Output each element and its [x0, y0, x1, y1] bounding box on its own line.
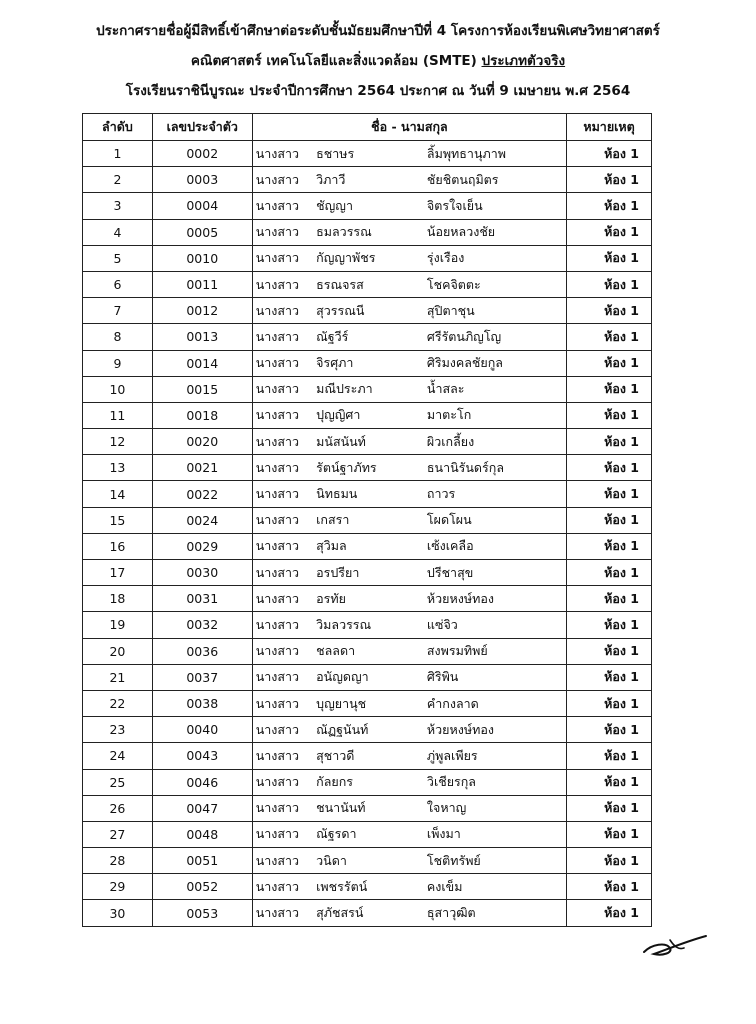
table-row [83, 455, 652, 481]
name-prefix: นางสาว [252, 769, 312, 795]
last-name: ศรีรัตนภิญโญ [423, 324, 567, 350]
student-id: 0024 [152, 507, 252, 533]
room-remark: ห้อง 1 [567, 167, 652, 193]
table-row [83, 350, 652, 376]
name-prefix: นางสาว [252, 612, 312, 638]
name-prefix: นางสาว [252, 429, 312, 455]
room-remark: ห้อง 1 [567, 298, 652, 324]
student-id: 0021 [152, 455, 252, 481]
first-name: ธรณจรส [312, 271, 423, 297]
column-header-no: ลำดับ [83, 114, 153, 141]
table-row [83, 507, 652, 533]
name-prefix: นางสาว [252, 874, 312, 900]
table-header-row [83, 114, 652, 141]
header-line-2 [0, 46, 756, 76]
table-row [83, 664, 652, 690]
student-id: 0012 [152, 298, 252, 324]
student-id: 0032 [152, 612, 252, 638]
room-remark: ห้อง 1 [567, 900, 652, 926]
table-row [83, 900, 652, 926]
student-id: 0014 [152, 350, 252, 376]
first-name: เกสรา [312, 507, 423, 533]
name-prefix: นางสาว [252, 141, 312, 167]
last-name: มาตะโก [423, 402, 567, 428]
last-name: ศิริพิน [423, 664, 567, 690]
row-number: 28 [83, 848, 153, 874]
table-body [83, 141, 652, 927]
table-row [83, 848, 652, 874]
first-name: นิทธมน [312, 481, 423, 507]
student-roster-table [82, 113, 652, 927]
name-prefix: นางสาว [252, 298, 312, 324]
table-row [83, 717, 652, 743]
name-prefix: นางสาว [252, 193, 312, 219]
student-id: 0048 [152, 821, 252, 847]
first-name: ชัญญา [312, 193, 423, 219]
student-id: 0013 [152, 324, 252, 350]
room-remark: ห้อง 1 [567, 245, 652, 271]
table-row [83, 376, 652, 402]
table-row [83, 638, 652, 664]
last-name: ธนานิรันดร์กุล [423, 455, 567, 481]
row-number: 2 [83, 167, 153, 193]
table-row [83, 141, 652, 167]
student-id: 0053 [152, 900, 252, 926]
header-line-2-text: คณิตศาสตร์ เทคโนโลยีและสิ่งแวดล้อม (SMTE) [190, 53, 482, 69]
first-name: สุชาวดี [312, 743, 423, 769]
name-prefix: นางสาว [252, 324, 312, 350]
row-number: 14 [83, 481, 153, 507]
last-name: จิตรใจเย็น [423, 193, 567, 219]
name-prefix: นางสาว [252, 167, 312, 193]
signature-mark [640, 924, 710, 964]
last-name: ปรีชาสุข [423, 560, 567, 586]
name-prefix: นางสาว [252, 533, 312, 559]
first-name: มนัสนันท์ [312, 429, 423, 455]
first-name: จิรศุภา [312, 350, 423, 376]
table-row [83, 874, 652, 900]
student-id: 0046 [152, 769, 252, 795]
last-name: ใจหาญ [423, 795, 567, 821]
room-remark: ห้อง 1 [567, 638, 652, 664]
room-remark: ห้อง 1 [567, 612, 652, 638]
student-id: 0004 [152, 193, 252, 219]
last-name: คงเข็ม [423, 874, 567, 900]
row-number: 23 [83, 717, 153, 743]
room-remark: ห้อง 1 [567, 743, 652, 769]
table-row [83, 219, 652, 245]
last-name: โชคจิตตะ [423, 271, 567, 297]
student-id: 0036 [152, 638, 252, 664]
first-name: อนัญดญา [312, 664, 423, 690]
first-name: อรทัย [312, 586, 423, 612]
column-header-id: เลขประจำตัว [152, 114, 252, 141]
room-remark: ห้อง 1 [567, 271, 652, 297]
row-number: 1 [83, 141, 153, 167]
last-name: ภู่พูลเพียร [423, 743, 567, 769]
name-prefix: นางสาว [252, 350, 312, 376]
first-name: ณัฐวีร์ [312, 324, 423, 350]
header-line-1: ประกาศรายชื่อผู้มีสิทธิ์เข้าศึกษาต่อระดับชั้นมัธยมศึกษาปีที่ 4 โครงการห้องเรียนพิเศษวิทยาศาสตร์ [96, 23, 660, 39]
first-name: กัลยกร [312, 769, 423, 795]
table-row [83, 429, 652, 455]
first-name: ธชาษร [312, 141, 423, 167]
last-name: เซ้งเคลือ [423, 533, 567, 559]
table-row [83, 402, 652, 428]
name-prefix: นางสาว [252, 245, 312, 271]
room-remark: ห้อง 1 [567, 821, 652, 847]
room-remark: ห้อง 1 [567, 324, 652, 350]
first-name: วนิดา [312, 848, 423, 874]
row-number: 17 [83, 560, 153, 586]
student-id: 0052 [152, 874, 252, 900]
row-number: 9 [83, 350, 153, 376]
student-id: 0051 [152, 848, 252, 874]
table-row [83, 271, 652, 297]
room-remark: ห้อง 1 [567, 717, 652, 743]
header-line-3: โรงเรียนราชินีบูรณะ ประจำปีการศึกษา 2564 ประกาศ ณ วันที่ 9 เมษายน พ.ศ 2564 [125, 83, 631, 99]
room-remark: ห้อง 1 [567, 481, 652, 507]
row-number: 16 [83, 533, 153, 559]
name-prefix: นางสาว [252, 821, 312, 847]
table-row [83, 298, 652, 324]
last-name: ห้วยหงษ์ทอง [423, 586, 567, 612]
row-number: 10 [83, 376, 153, 402]
announcement-header [0, 16, 756, 106]
row-number: 26 [83, 795, 153, 821]
room-remark: ห้อง 1 [567, 141, 652, 167]
last-name: แซ่จิว [423, 612, 567, 638]
last-name: วิเชียรกุล [423, 769, 567, 795]
table-row [83, 690, 652, 716]
room-remark: ห้อง 1 [567, 769, 652, 795]
room-remark: ห้อง 1 [567, 795, 652, 821]
room-remark: ห้อง 1 [567, 219, 652, 245]
room-remark: ห้อง 1 [567, 402, 652, 428]
table-row [83, 193, 652, 219]
first-name: กัญญาพัชร [312, 245, 423, 271]
room-remark: ห้อง 1 [567, 455, 652, 481]
student-id: 0043 [152, 743, 252, 769]
table-row [83, 795, 652, 821]
row-number: 5 [83, 245, 153, 271]
last-name: รุ่งเรือง [423, 245, 567, 271]
first-name: ชนานันท์ [312, 795, 423, 821]
first-name: ณัฏฐนันท์ [312, 717, 423, 743]
column-header-name: ชื่อ - นามสกุล [252, 114, 566, 141]
name-prefix: นางสาว [252, 455, 312, 481]
student-id: 0010 [152, 245, 252, 271]
row-number: 11 [83, 402, 153, 428]
row-number: 21 [83, 664, 153, 690]
name-prefix: นางสาว [252, 219, 312, 245]
room-remark: ห้อง 1 [567, 533, 652, 559]
table-row [83, 533, 652, 559]
first-name: บุญยานุช [312, 690, 423, 716]
room-remark: ห้อง 1 [567, 429, 652, 455]
name-prefix: นางสาว [252, 586, 312, 612]
first-name: สุวรรณนี [312, 298, 423, 324]
student-id: 0015 [152, 376, 252, 402]
student-id: 0020 [152, 429, 252, 455]
first-name: วิภาวี [312, 167, 423, 193]
row-number: 6 [83, 271, 153, 297]
table-row [83, 821, 652, 847]
student-id: 0003 [152, 167, 252, 193]
last-name: สุปิตาชุน [423, 298, 567, 324]
last-name: ธุสาวุฒิต [423, 900, 567, 926]
table-row [83, 481, 652, 507]
last-name: ผิวเกลี้ยง [423, 429, 567, 455]
row-number: 19 [83, 612, 153, 638]
student-id: 0022 [152, 481, 252, 507]
row-number: 4 [83, 219, 153, 245]
last-name: สงพรมทิพย์ [423, 638, 567, 664]
name-prefix: นางสาว [252, 717, 312, 743]
table-row [83, 743, 652, 769]
student-id: 0005 [152, 219, 252, 245]
last-name: โชติทรัพย์ [423, 848, 567, 874]
table-row [83, 612, 652, 638]
student-id: 0011 [152, 271, 252, 297]
first-name: วิมลวรรณ [312, 612, 423, 638]
row-number: 27 [83, 821, 153, 847]
last-name: ศิริมงคลชัยกูล [423, 350, 567, 376]
table-row [83, 324, 652, 350]
last-name: เพ็งมา [423, 821, 567, 847]
room-remark: ห้อง 1 [567, 507, 652, 533]
table-row [83, 560, 652, 586]
name-prefix: นางสาว [252, 664, 312, 690]
first-name: ปุญญิศา [312, 402, 423, 428]
room-remark: ห้อง 1 [567, 664, 652, 690]
first-name: ชลลดา [312, 638, 423, 664]
row-number: 25 [83, 769, 153, 795]
table-row [83, 245, 652, 271]
first-name: มณีประภา [312, 376, 423, 402]
row-number: 15 [83, 507, 153, 533]
name-prefix: นางสาว [252, 271, 312, 297]
row-number: 29 [83, 874, 153, 900]
name-prefix: นางสาว [252, 795, 312, 821]
student-id: 0047 [152, 795, 252, 821]
room-remark: ห้อง 1 [567, 586, 652, 612]
last-name: คำกงลาด [423, 690, 567, 716]
room-remark: ห้อง 1 [567, 874, 652, 900]
row-number: 3 [83, 193, 153, 219]
row-number: 7 [83, 298, 153, 324]
room-remark: ห้อง 1 [567, 690, 652, 716]
first-name: สุวิมล [312, 533, 423, 559]
last-name: น้ำสละ [423, 376, 567, 402]
table-row [83, 586, 652, 612]
table-row [83, 769, 652, 795]
room-remark: ห้อง 1 [567, 560, 652, 586]
row-number: 13 [83, 455, 153, 481]
name-prefix: นางสาว [252, 690, 312, 716]
student-id: 0038 [152, 690, 252, 716]
first-name: สุภัชสรน์ [312, 900, 423, 926]
first-name: รัตน์ฐาภัทร [312, 455, 423, 481]
row-number: 8 [83, 324, 153, 350]
room-remark: ห้อง 1 [567, 848, 652, 874]
first-name: เพชรรัตน์ [312, 874, 423, 900]
name-prefix: นางสาว [252, 743, 312, 769]
row-number: 18 [83, 586, 153, 612]
name-prefix: นางสาว [252, 507, 312, 533]
row-number: 24 [83, 743, 153, 769]
name-prefix: นางสาว [252, 402, 312, 428]
student-id: 0029 [152, 533, 252, 559]
student-id: 0030 [152, 560, 252, 586]
last-name: น้อยหลวงชัย [423, 219, 567, 245]
row-number: 12 [83, 429, 153, 455]
room-remark: ห้อง 1 [567, 350, 652, 376]
first-name: ธมลวรรณ [312, 219, 423, 245]
row-number: 30 [83, 900, 153, 926]
name-prefix: นางสาว [252, 900, 312, 926]
student-id: 0037 [152, 664, 252, 690]
last-name: ชัยชิตนฤมิตร [423, 167, 567, 193]
student-id: 0018 [152, 402, 252, 428]
column-header-remark: หมายเหตุ [567, 114, 652, 141]
row-number: 20 [83, 638, 153, 664]
room-remark: ห้อง 1 [567, 193, 652, 219]
table-row [83, 167, 652, 193]
name-prefix: นางสาว [252, 638, 312, 664]
name-prefix: นางสาว [252, 481, 312, 507]
last-name: ห้วยหงษ์ทอง [423, 717, 567, 743]
name-prefix: นางสาว [252, 560, 312, 586]
student-id: 0031 [152, 586, 252, 612]
name-prefix: นางสาว [252, 376, 312, 402]
student-id: 0002 [152, 141, 252, 167]
room-remark: ห้อง 1 [567, 376, 652, 402]
last-name: ถาวร [423, 481, 567, 507]
first-name: อรปรียา [312, 560, 423, 586]
student-id: 0040 [152, 717, 252, 743]
name-prefix: นางสาว [252, 848, 312, 874]
last-name: โผดโผน [423, 507, 567, 533]
row-number: 22 [83, 690, 153, 716]
last-name: ลิ้มพุทธานุภาพ [423, 141, 567, 167]
first-name: ณัฐรดา [312, 821, 423, 847]
header-category-label: ประเภทตัวจริง [481, 53, 566, 69]
